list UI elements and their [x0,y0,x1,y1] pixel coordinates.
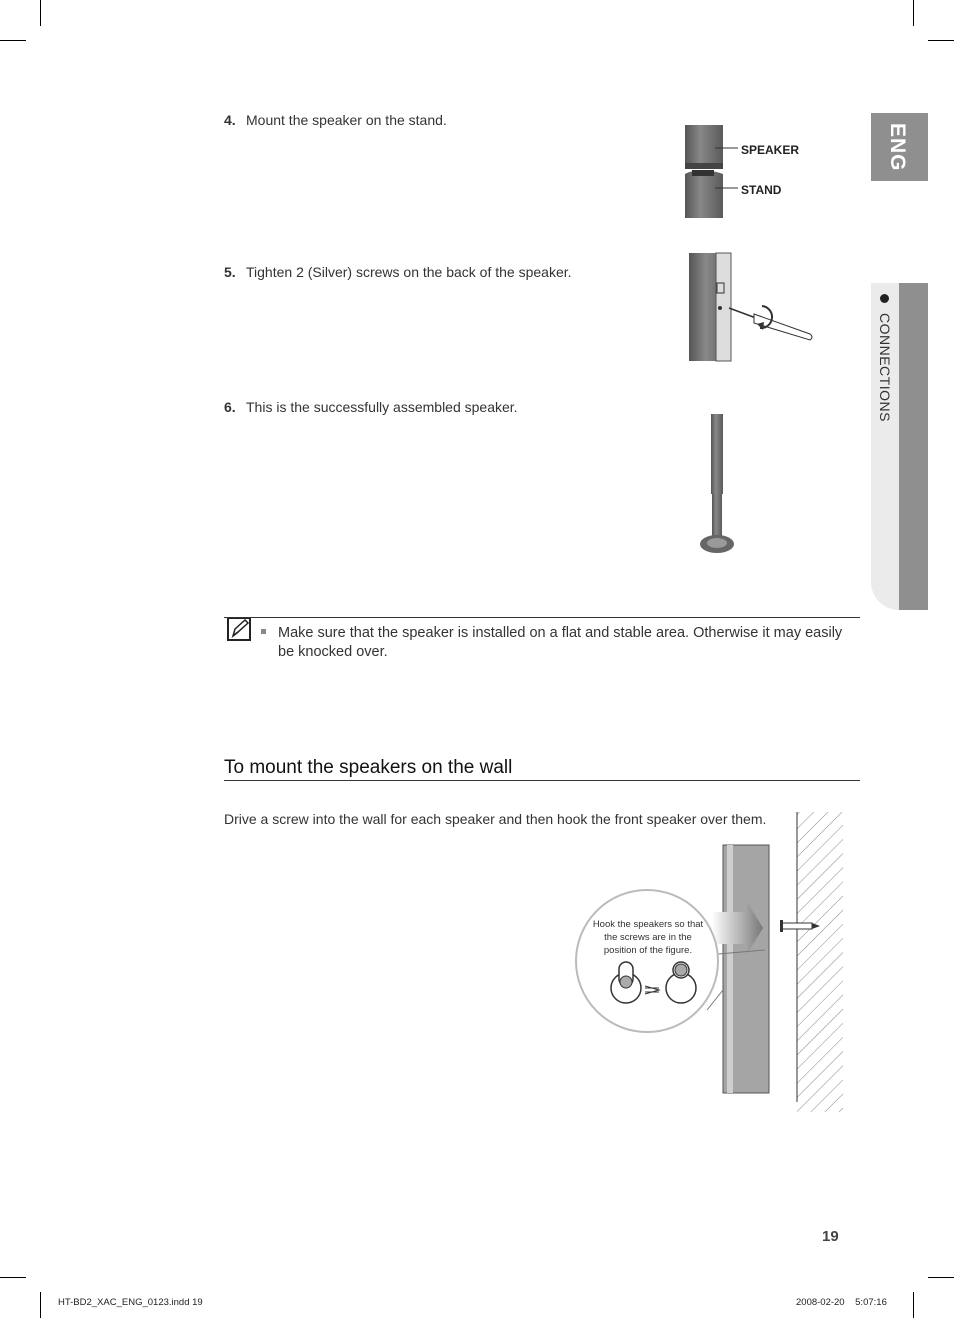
stand-label: STAND [741,183,782,197]
callout-line: the screws are in the [604,932,692,943]
speaker-stand-figure [680,122,740,220]
language-tab-label: ENG [886,123,909,172]
step-number: 6. [224,399,236,415]
crop-mark [928,40,954,41]
step-number: 5. [224,264,236,280]
language-tab [871,113,928,181]
step-text: This is the successfully assembled speaker. [246,399,518,415]
assembled-speaker-figure [698,410,740,558]
step-6 [224,399,518,415]
step-5 [224,264,572,280]
note-icon [226,616,252,642]
callout-text [586,918,710,957]
crop-mark [40,1292,41,1318]
section-tab-label: CONNECTIONS [877,313,893,422]
bullet-dot-icon [880,294,889,303]
callout-line: Hook the speakers so that [592,919,704,930]
bullet-icon [261,629,266,634]
crop-mark [928,1277,954,1278]
step-text: Mount the speaker on the stand. [246,112,447,128]
footer-file: HT-BD2_XAC_ENG_0123.indd 19 [58,1297,203,1308]
footer-timestamp: 2008-02-20 5:07:16 [796,1297,887,1308]
heading-divider [224,780,860,781]
step-number: 4. [224,112,236,128]
wall-mount-figure [575,810,847,1115]
crop-mark [913,1292,914,1318]
note-divider [224,617,860,618]
screwdriver-figure [684,250,816,364]
section-body: Drive a screw into the wall for each speaker and then hook the front speaker over them. [224,811,767,827]
crop-mark [913,0,914,26]
crop-mark [0,40,26,41]
note-text: Make sure that the speaker is installed on a flat and stable area. Otherwise it may easily be knocked over. [278,625,843,660]
step-4 [224,112,447,128]
speaker-label: SPEAKER [741,143,800,157]
step-text: Tighten 2 (Silver) screws on the back of the speaker. [246,264,572,280]
section-tab [871,283,928,610]
page-number: 19 [822,1228,839,1245]
section-heading: To mount the speakers on the wall [224,757,513,778]
callout-line: position of the figure. [603,945,693,956]
crop-mark [40,0,41,26]
crop-mark [0,1277,26,1278]
